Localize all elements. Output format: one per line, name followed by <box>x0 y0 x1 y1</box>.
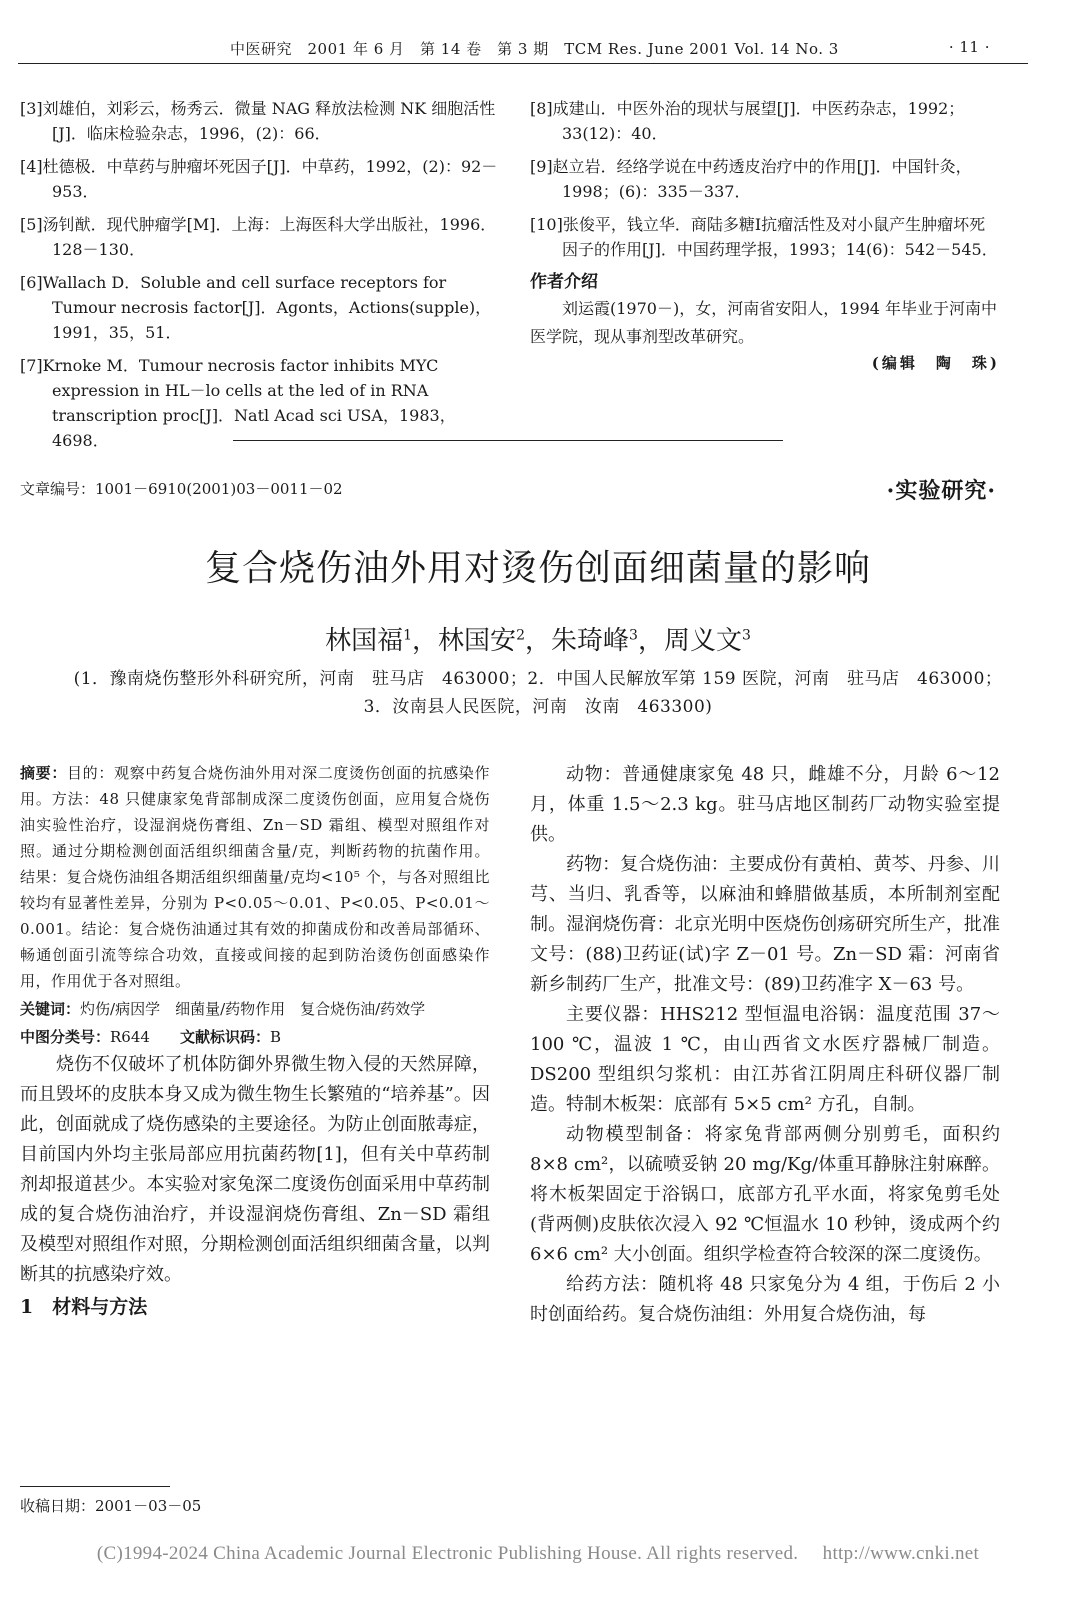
reference-item: [6]Wallach D．Soluble and cell surface receptors for Tumour necrosis factor[J]．Agonts，Actions(supple)，1991，35，51． <box>20 273 492 342</box>
left-column <box>20 760 490 1319</box>
reference-item: [8]成建山．中医外治的现状与展望[J]．中医药杂志，1992；33(12)：40． <box>530 99 965 143</box>
body-paragraph: 药物：复合烧伤油：主要成份有黄柏、黄芩、丹参、川芎、当归、乳香等，以麻油和蜂腊做基质，本所制剂室配制。湿润烧伤膏：北京光明中医烧伤创疡研究所生产，批准文号：(88)卫药证(试)字 Z－01 号。Zn－SD 霜：河南省新乡制药厂生产，批准文号：(89)卫药准字 X－63 号。 <box>530 854 1000 995</box>
author-list: 林国福$^1$，林国安$^2$，朱琦峰$^3$，周义文$^3$ <box>325 626 751 656</box>
running-title: 中医研究 2001 年 6 月 第 14 卷 第 3 期 TCM Res. June 2001 Vol. 14 No. 3 <box>230 40 839 58</box>
references-right <box>530 96 1000 376</box>
clc-value: R644 <box>110 1028 150 1046</box>
keywords <box>20 996 490 1022</box>
header-rule <box>18 63 1028 64</box>
author-affil-mark: 3 <box>741 627 751 644</box>
author-name: 林国安 <box>438 626 517 656</box>
body-paragraph: 动物模型制备：将家兔背部两侧分别剪毛，面积约 8×8 cm²，以硫喷妥钠 20 mg/Kg/体重耳静脉注射麻醉。将木板架固定于浴锅口，底部方孔平水面，将家兔剪毛处(背两侧)皮肤依次浸入 92 ℃恒温水 10 秒钟，烫成两个约 6×6 cm² 大小创面。组织学检查符合较深的深二度烫伤。 <box>530 1124 1000 1265</box>
references-left <box>20 96 508 461</box>
classification <box>20 1024 490 1050</box>
abstract-text: 目的：观察中药复合烧伤油外用对深二度烫伤创面的抗感染作用。方法：48 只健康家兔背部制成深二度烫伤创面，应用复合烧伤油实验性治疗，设湿润烧伤膏组、Zn－SD 霜组、模型对照组作对照。通过分期检测创面活组织细菌含量/克，判断药物的抗菌作用。结果：复合烧伤油组各期活组织细菌量/克均<10⁵ 个，与各对照组比较均有显著性差异，分别为 P<0.05～0.01、P<0.05、P<0.01～0.001。结论：复合烧伤油通过其有效的抑菌成份和改善局部循环、畅通创面引流等综合功效，直接或间接的起到防治烫伤创面感染作用，作用优于各对照组。 <box>20 764 490 990</box>
author-intro-heading: 作者介绍 <box>530 272 598 292</box>
reference-item: [3]刘雄伯，刘彩云，杨秀云．微量 NAG 释放法检测 NK 细胞活性[J]．临床检验杂志，1996，(2)：66． <box>20 99 496 143</box>
article-number: 文章编号：1001－6910(2001)03－0011－02 <box>20 480 343 498</box>
section-heading: 1 材料与方法 <box>20 1296 148 1318</box>
body-paragraph: 主要仪器：HHS212 型恒温电浴锅：温度范围 37～100 ℃，温波 1 ℃，由山西省文水医疗器械厂制造。DS200 型组织匀浆机：由江苏省江阴周庄科研仪器厂制造。特制木板架：底部有 5×5 cm² 方孔，自制。 <box>530 1004 1000 1115</box>
keywords-text: 灼伤/病因学 细菌量/药物作用 复合烧伤油/药效学 <box>80 1000 426 1018</box>
author-name: 林国福 <box>325 626 404 656</box>
running-header <box>230 38 990 59</box>
affiliation-line: 3．汝南县人民医院，河南 汝南 463300) <box>363 697 713 717</box>
reference-item: [10]张俊平，钱立华．商陆多糖Ⅰ抗瘤活性及对小鼠产生肿瘤坏死因子的作用[J]．中国药理学报，1993；14(6)：542－545． <box>530 215 998 259</box>
intro-paragraph: 烧伤不仅破坏了机体防御外界微生物入侵的天然屏障，而且毁坏的皮肤本身又成为微生物生长繁殖的“培养基”。因此，创面就成了烧伤感染的主要途径。为防止创面脓毒症，目前国内外均主张局部应用抗菌药物[1]，但有关中草药制剂却报道甚少。本实验对家兔深二度烫伤创面采用中草药制成的复合烧伤油治疗，并设湿润烧伤膏组、Zn－SD 霜组及模型对照组作对照，分期检测创面活组织细菌含量，以判断其的抗感染疗效。 <box>20 1054 490 1285</box>
article-title: 复合烧伤油外用对烫伤创面细菌量的影响 <box>204 548 871 589</box>
body-paragraph: 给药方法：随机将 48 只家兔分为 4 组，于伤后 2 小时创面给药。复合烧伤油组：外用复合烧伤油，每 <box>530 1274 1000 1325</box>
doc-code-label: 文献标识码： <box>179 1028 270 1046</box>
section-tag: ·实验研究· <box>886 478 996 504</box>
clc-label: 中图分类号： <box>20 1028 111 1046</box>
footnote-rule <box>20 1486 170 1487</box>
affiliations <box>0 665 1076 721</box>
reference-item: [9]赵立岩．经络学说在中药透皮治疗中的作用[J]．中国针灸，1998；(6)：335－337． <box>530 157 972 201</box>
copyright-watermark: (C)1994-2024 China Academic Journal Electronic Publishing House. All rights reserved. http://www.cnki.net <box>96 1543 980 1564</box>
author-affil-mark: 3 <box>629 627 638 644</box>
author-intro-body: 刘运霞(1970－)，女，河南省安阳人，1994 年毕业于河南中医学院，现从事剂型改革研究。 <box>530 299 998 346</box>
reference-item: [4]杜德极．中草药与肿瘤坏死因子[J]．中草药，1992，(2)：92－953． <box>20 157 498 201</box>
body-paragraph: 动物：普通健康家兔 48 只，雌雄不分，月龄 6～12 月，体重 1.5～2.3 kg。驻马店地区制药厂动物实验室提供。 <box>530 764 1000 845</box>
doc-code-value: B <box>269 1028 281 1046</box>
abstract <box>20 760 490 994</box>
section-divider <box>233 440 783 441</box>
affiliation-line: (1．豫南烧伤整形外科研究所，河南 驻马店 463000；2．中国人民解放军第 159 医院，河南 驻马店 463000； <box>73 669 1003 689</box>
keywords-label: 关键词： <box>20 1000 81 1018</box>
editor-note: (编辑 陶 珠) <box>871 354 1000 372</box>
right-column <box>530 760 1000 1330</box>
abstract-label: 摘要： <box>20 764 68 782</box>
author-affil-mark: 1 <box>403 627 413 644</box>
received-date: 收稿日期：2001－03－05 <box>20 1497 202 1515</box>
reference-item: [5]汤钊猷．现代肿瘤学[M]．上海：上海医科大学出版社，1996．128－130． <box>20 215 497 259</box>
author-affil-mark: 2 <box>516 627 525 644</box>
author-name: 周义文 <box>663 626 742 656</box>
reference-item: [7]Krnoke M．Tumour necrosis factor inhibits MYC expression in HL－lo cells at the led of in RNA transcription proc[J]．Natl Acad sci USA，1983，4698． <box>20 356 456 450</box>
author-name: 朱琦峰 <box>551 626 630 656</box>
page-number: · 11 · <box>948 38 990 56</box>
